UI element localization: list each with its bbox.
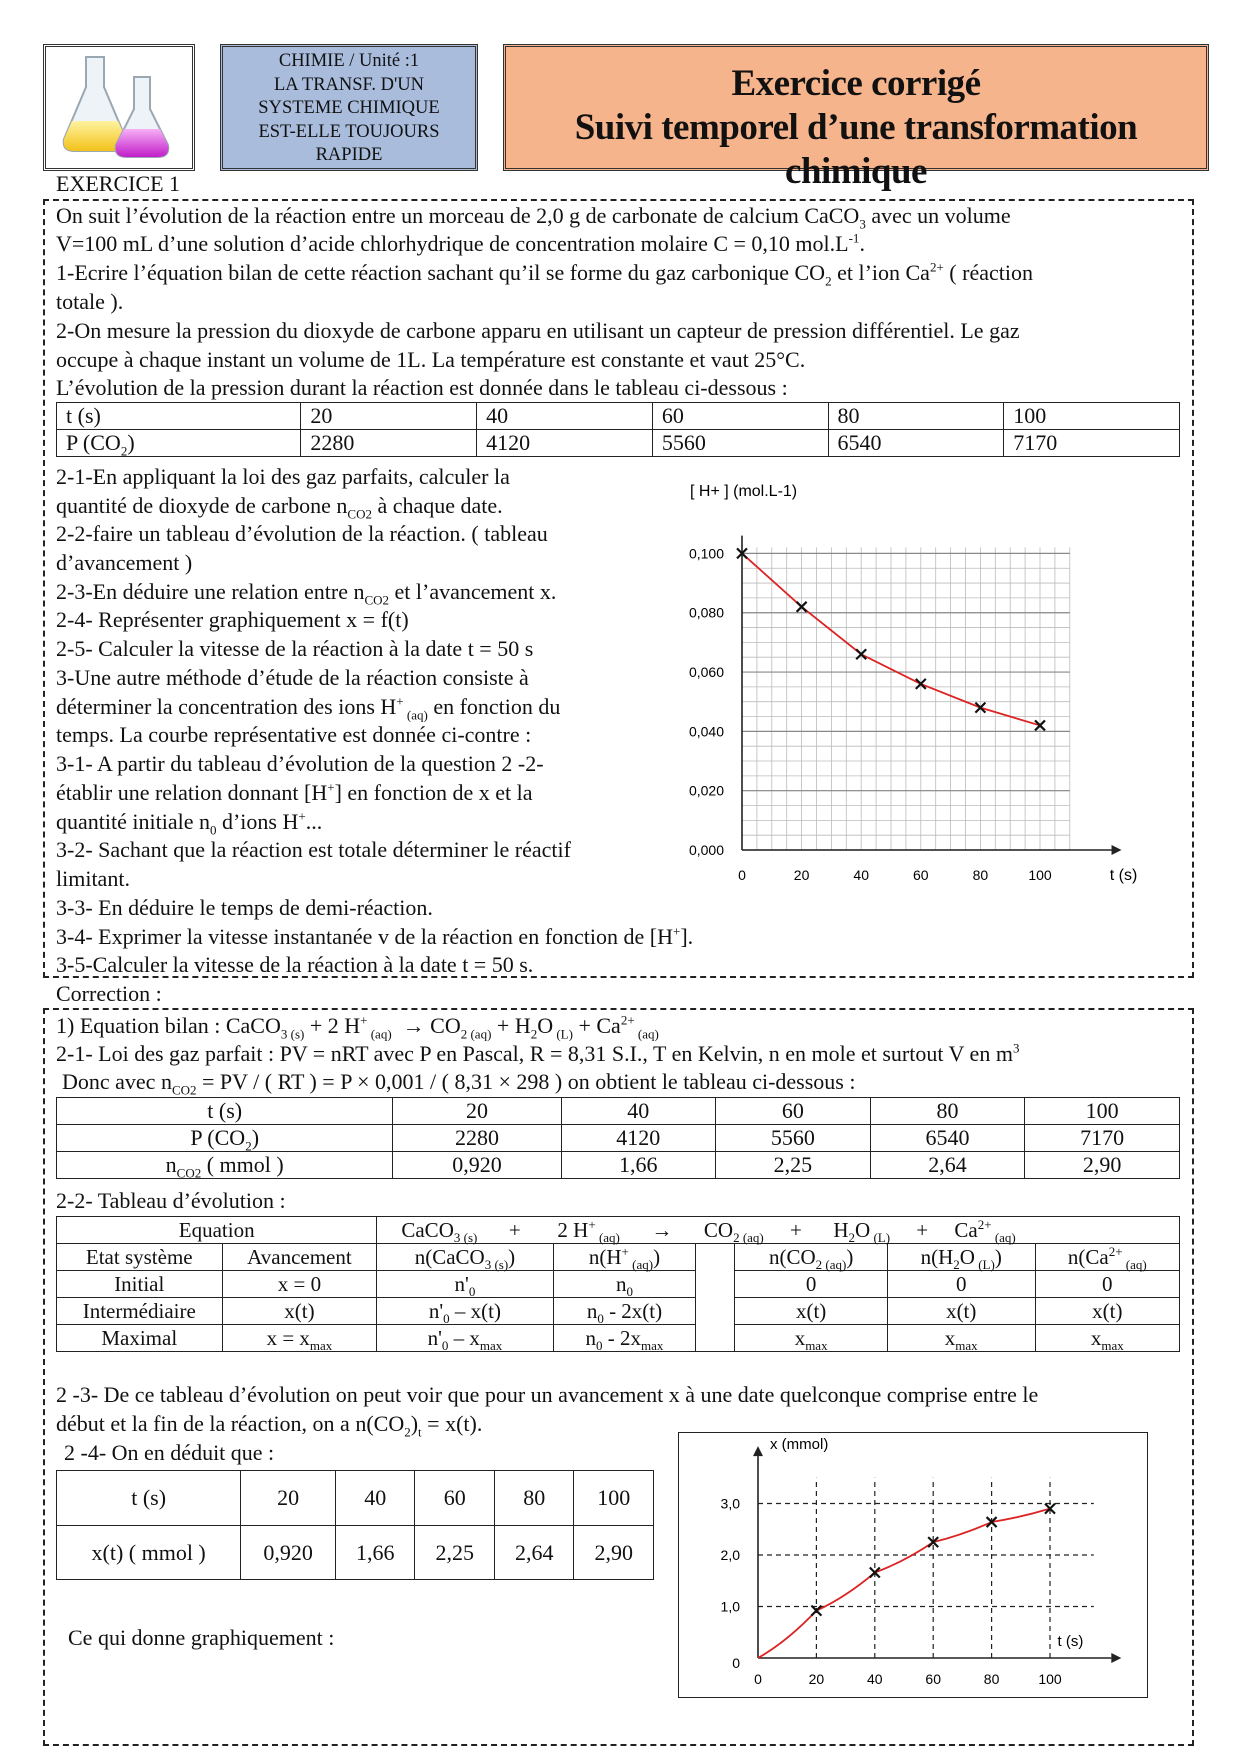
x-tick-label: 0 (738, 867, 746, 883)
table-cell: CaCO$_{3 (s)}$ + 2 H+ $_{(aq)}$ → $CO_{2 (aq)}$ + $H_2O$ $_{(L)}$ + $Ca^{2+}$ $_{(aq)}$ (377, 1217, 1180, 1244)
table-header-cell: Maximal (57, 1325, 223, 1352)
quantity-table (56, 1097, 1180, 1179)
table-cell: $n'_0 - x_{max}$ (377, 1325, 553, 1352)
y-tick-label: 0,020 (688, 782, 724, 799)
table-cell: $n_0 - 2x_{max}$ (553, 1325, 696, 1352)
y-axis-label: [ H+ ] (mol.L-1) (690, 483, 798, 500)
title-line-2: Suivi temporel d’une transformation chimique (574, 107, 1138, 192)
x-axis-arrow (1112, 845, 1122, 855)
y-tick-label: 0 (732, 1655, 740, 1671)
table-cell: $n'_0$ (377, 1271, 553, 1298)
x-axis-arrow (1111, 1653, 1121, 1663)
table-cell: x = 0 (222, 1271, 377, 1298)
spacer-cell (696, 1244, 735, 1271)
x-tick-label: 80 (983, 1671, 1000, 1687)
table-cell: 0,920 (241, 1526, 336, 1580)
question-1: totale ). (56, 289, 124, 314)
table-cell: 100 (574, 1471, 654, 1526)
table-header-cell: Initial (57, 1271, 223, 1298)
table-cell: 60 (415, 1471, 495, 1526)
table-cell: $n'_0 - x(t)$ (377, 1298, 553, 1325)
table-cell: 60 (652, 403, 828, 430)
deduction-heading: 2 -4- On en déduit que : (64, 1440, 275, 1465)
deduction-line: début et la fin de la réaction, on a $n(CO_2)_t = x(t)$. (56, 1411, 483, 1440)
table-header-cell: $n_{CO2}$ ( mmol ) (57, 1152, 393, 1179)
y-tick-label: 1,0 (720, 1598, 740, 1615)
x-tick-label: 60 (913, 867, 929, 883)
data-point (811, 1606, 821, 1616)
table-cell: 7170 (1004, 430, 1180, 457)
table-cell: 40 (335, 1471, 415, 1526)
spacer-cell (696, 1325, 735, 1352)
table-header-cell: P $(CO_2)$ (57, 430, 301, 457)
table-cell: $x_{max}$ (1035, 1325, 1179, 1352)
question-2: L’évolution de la pression durant la réaction est donnée dans le tableau ci-dessous : (56, 375, 788, 400)
table-cell: 80 (870, 1098, 1025, 1125)
table-header-cell: P $(CO_2)$ (57, 1125, 393, 1152)
pressure-table (56, 402, 1180, 457)
deduction-line: 2 -3- De ce tableau d’évolution on peut voir que pour un avancement x à une date quelconque comprise entre le (56, 1382, 1039, 1407)
y-axis-arrow (753, 1446, 763, 1456)
y-tick-label: 3,0 (720, 1495, 740, 1512)
question-3-4: 3-4- Exprimer la vitesse instantanée v de la réaction en fonction de [H+]. (56, 923, 694, 949)
x-tick-label: 40 (867, 1671, 883, 1687)
y-tick-label: 0,100 (688, 545, 724, 562)
question-3: déterminer la concentration des ions H+ $_{(aq)}$ en fonction du (56, 693, 561, 723)
table-header-cell: Intermédiaire (57, 1298, 223, 1325)
table-cell: 100 (1025, 1098, 1180, 1125)
correction-heading: Correction : (56, 981, 162, 1006)
y-tick-label: 2,0 (720, 1547, 740, 1563)
table-header-cell: t (s) (57, 1098, 393, 1125)
table-cell: 2280 (393, 1125, 561, 1152)
exercise-heading: EXERCICE 1 (56, 171, 181, 196)
table-cell: 0 (735, 1271, 887, 1298)
table-cell: $n(Ca^{2+}$ $_{(aq)}$ (1035, 1244, 1179, 1271)
page-title (503, 44, 1209, 192)
x-tick-label: 100 (1038, 1671, 1062, 1687)
table-cell: 4120 (477, 430, 653, 457)
question-3-2: limitant. (56, 866, 130, 891)
advancement-table (56, 1470, 654, 1580)
table-cell: 2280 (301, 430, 477, 457)
table-cell: 20 (241, 1471, 336, 1526)
question-2-1: 2-1-En appliquant la loi des gaz parfaits, calculer la (56, 464, 510, 489)
question-2-4: 2-4- Représenter graphiquement x = f(t) (56, 607, 409, 632)
table-cell: $x_{max}$ (735, 1325, 887, 1352)
graph-intro-text: Ce qui donne graphiquement : (68, 1625, 335, 1650)
exercise-intro-line: On suit l’évolution de la réaction entre un morceau de 2,0 g de carbonate de calcium CaCO$_3$ avec un volume (56, 203, 1011, 232)
table-header-cell: Avancement (222, 1244, 377, 1271)
table-cell: 0,920 (393, 1152, 561, 1179)
table-cell: x(t) (222, 1298, 377, 1325)
gas-law-line: 2-1- Loi des gaz parfait : PV = nRT avec P en Pascal, R = 8,31 S.I., T en Kelvin, n en mole et surtout V en $m^3$ (56, 1040, 1020, 1066)
balance-equation: 1) Equation bilan : CaCO$_{3 (s)}$ + 2 H+ $_{(aq)} \to CO_{2 (aq)} + H_2O$ $_{(L)} + Ca^{2+}$ $_{(aq)}$ (56, 1012, 659, 1042)
x-tick-label: 0 (754, 1671, 762, 1687)
evolution-table (56, 1216, 1180, 1352)
gas-law-line: Donc avec $n_{CO2}$ = PV / ( RT ) = P × 0,001 / ( 8,31 × 298 ) on obtient le tableau ci-dessous : (62, 1069, 856, 1098)
table-cell: 4120 (561, 1125, 716, 1152)
question-2-3: 2-3-En déduire une relation entre $n_{CO2}$ et l’avancement x. (56, 579, 557, 608)
flask-icon (46, 47, 192, 168)
table-cell: 100 (1004, 403, 1180, 430)
table-header-cell: t (s) (57, 403, 301, 430)
table-cell: $n(H_2O$ $_{(L)}$) (887, 1244, 1035, 1271)
table-cell: 5560 (716, 1125, 871, 1152)
x-tick-label: 60 (925, 1671, 941, 1687)
table-cell: 1,66 (335, 1526, 415, 1580)
table-cell: $x_{max}$ (887, 1325, 1035, 1352)
table-cell: 60 (716, 1098, 871, 1125)
question-2-2: d’avancement ) (56, 550, 193, 575)
table-cell: 2,64 (494, 1526, 574, 1580)
unit-line: EST-ELLE TOUJOURS (258, 121, 440, 142)
table-cell: 7170 (1025, 1125, 1180, 1152)
x-tick-label: 40 (853, 867, 869, 883)
table-cell: 20 (393, 1098, 561, 1125)
table-cell: x(t) (1035, 1298, 1179, 1325)
unit-line: CHIMIE / Unité :1 (278, 51, 420, 71)
table-cell: x(t) (887, 1298, 1035, 1325)
table-cell: x(t) (735, 1298, 887, 1325)
table-cell: $n(CO_{2 (aq)})$ (735, 1244, 887, 1271)
table-cell: 40 (561, 1098, 716, 1125)
question-3-1: 3-1- A partir du tableau d’évolution de la question 2 -2- (56, 751, 544, 776)
data-line (758, 1509, 1050, 1658)
table-cell: 20 (301, 403, 477, 430)
x-axis-label: t (s) (1109, 867, 1138, 884)
table-cell: 2,25 (415, 1526, 495, 1580)
question-2-2: 2-2-faire un tableau d’évolution de la réaction. ( tableau (56, 521, 548, 546)
chemistry-flasks-logo (43, 44, 195, 171)
x-axis-label: t (s) (1057, 1633, 1084, 1650)
table-cell: 0 (1035, 1271, 1179, 1298)
table-cell: $x = x_{max}$ (222, 1325, 377, 1352)
spacer-cell (696, 1298, 735, 1325)
y-tick-label: 0,040 (688, 723, 724, 740)
question-3: temps. La courbe représentative est donnée ci-contre : (56, 722, 532, 747)
table-cell: 6540 (870, 1125, 1025, 1152)
table-cell: 80 (828, 403, 1004, 430)
question-3-3: 3-3- En déduire le temps de demi-réaction. (56, 895, 433, 920)
question-2: 2-On mesure la pression du dioxyde de carbone apparu en utilisant un capteur de pression différentiel. Le gaz (56, 318, 1020, 343)
question-1: 1-Ecrire l’équation bilan de cette réaction sachant qu’il se forme du gaz carbonique $CO_2$ et l’ion $Ca^{2+}$ ( réaction (56, 259, 1033, 289)
question-3-2: 3-2- Sachant que la réaction est totale déterminer le réactif (56, 837, 571, 862)
question-2-1: quantité de dioxyde de carbone $n_{CO2}$ à chaque date. (56, 493, 503, 522)
table-cell: 2,90 (574, 1526, 654, 1580)
evolution-heading: 2-2- Tableau d’évolution : (56, 1188, 286, 1213)
y-tick-label: 0,060 (688, 664, 724, 681)
x-tick-label: 80 (972, 867, 989, 883)
exercise-intro-line: V=100 mL d’une solution d’acide chlorhydrique de concentration molaire C = 0,10 $mol.L^{-1}$. (56, 230, 865, 256)
table-cell: 2,25 (716, 1152, 871, 1179)
x-tick-label: 20 (793, 867, 810, 883)
y-tick-label: 0,080 (688, 604, 724, 621)
table-cell: 1,66 (561, 1152, 716, 1179)
title-line-1: Exercice corrigé (731, 63, 981, 104)
table-cell: 0 (887, 1271, 1035, 1298)
table-cell: 2,64 (870, 1152, 1025, 1179)
x-tick-label: 20 (808, 1671, 825, 1687)
concentration-chart (660, 476, 1138, 886)
question-2-5: 2-5- Calculer la vitesse de la réaction à la date t = 50 s (56, 636, 534, 661)
y-axis-label: x (mmol) (770, 1436, 829, 1453)
unit-line: RAPIDE (315, 145, 383, 165)
table-cell: n(H+ $_{(aq)}$) (553, 1244, 696, 1271)
table-header-cell: x(t) ( mmol ) (57, 1526, 241, 1580)
advancement-chart (680, 1434, 1146, 1696)
table-header-cell: Etat système (57, 1244, 223, 1271)
table-cell: 6540 (828, 430, 1004, 457)
question-3-1: quantité initiale $n_0$ d’ions H+... (56, 808, 323, 838)
question-3: 3-Une autre méthode d’étude de la réaction consiste à (56, 665, 529, 690)
table-header-cell: t (s) (57, 1471, 241, 1526)
spacer-cell (696, 1271, 735, 1298)
table-cell: 2,90 (1025, 1152, 1180, 1179)
y-tick-label: 0,000 (688, 842, 724, 858)
unit-line: LA TRANSF. D'UN (273, 74, 425, 95)
table-cell: 80 (494, 1471, 574, 1526)
table-cell: 40 (477, 403, 653, 430)
question-2: occupe à chaque instant un volume de 1L. La température est constante et vaut 25°C. (56, 347, 806, 372)
x-tick-label: 100 (1028, 867, 1052, 883)
question-3-5: 3-5-Calculer la vitesse de la réaction à la date t = 50 s. (56, 952, 534, 977)
table-cell: n(CaCO$_{3 (s)}$) (377, 1244, 553, 1271)
question-3-1: établir une relation donnant [H+] en fonction de x et la (56, 779, 533, 805)
table-header-cell: Equation (57, 1217, 377, 1244)
unit-label-box (220, 44, 478, 171)
table-cell: $n_0 - 2x(t)$ (553, 1298, 696, 1325)
unit-line: SYSTEME CHIMIQUE (258, 98, 440, 118)
table-cell: 5560 (652, 430, 828, 457)
table-cell: $n_0$ (553, 1271, 696, 1298)
